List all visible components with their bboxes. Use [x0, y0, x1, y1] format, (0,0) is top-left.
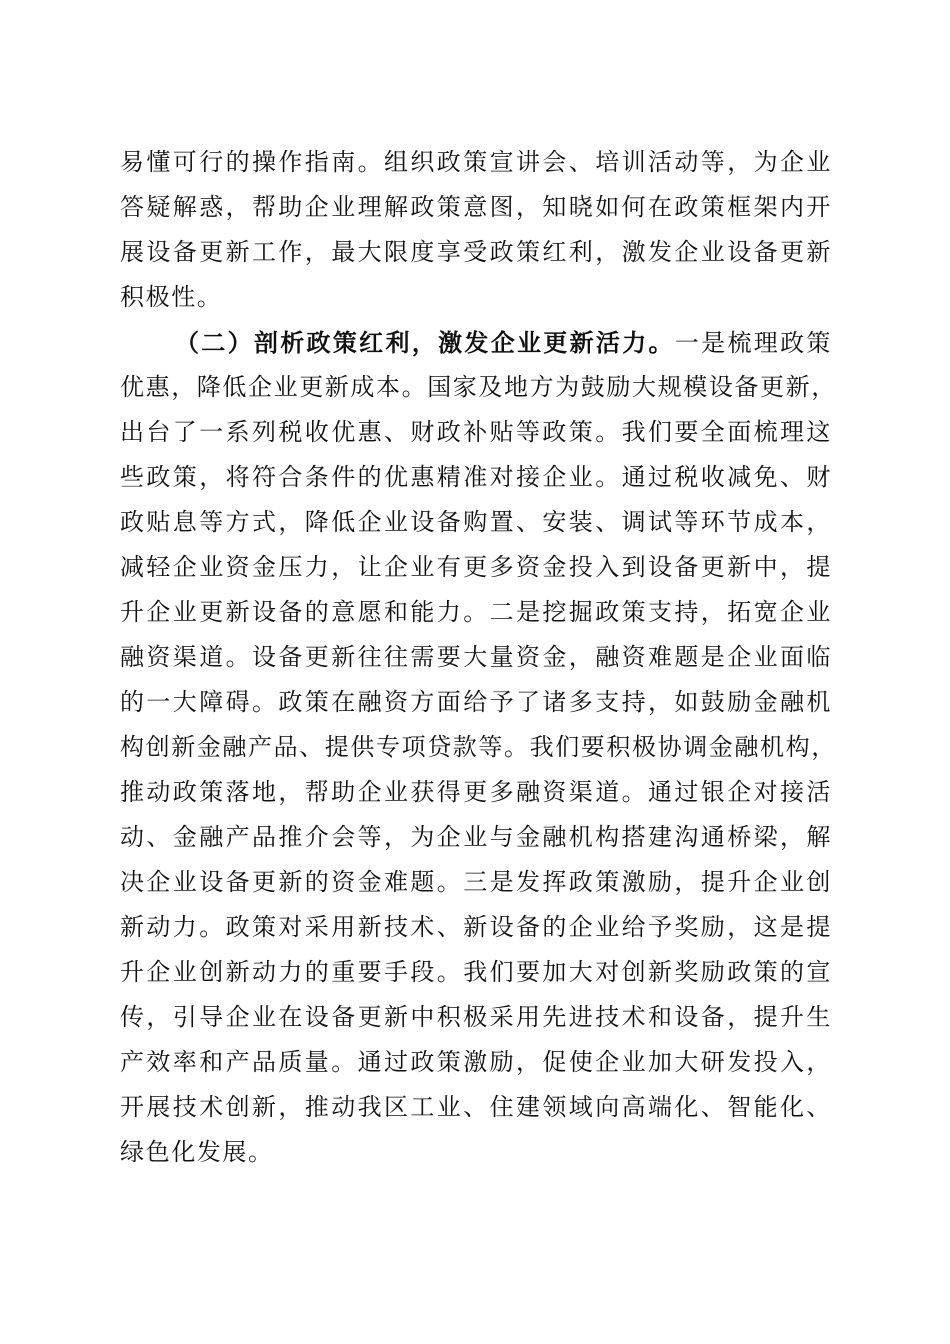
paragraph-2-line-17: 产效率和产品质量。通过政策激励，促使企业加大研发投入， — [120, 1048, 832, 1076]
paragraph-2-line-8: 融资渠道。设备更新往往需要大量资金，融资难题是企业面临 — [120, 643, 832, 671]
paragraph-2-line-11: 推动政策落地，帮助企业获得更多融资渠道。通过银企对接活 — [120, 778, 832, 806]
paragraph-2-line-14: 新动力。政策对采用新技术、新设备的企业给予奖励，这是提 — [120, 913, 832, 941]
paragraph-2-line-5: 政贴息等方式，降低企业设备购置、安装、调试等环节成本， — [120, 508, 832, 536]
paragraph-2-line-16: 传，引导企业在设备更新中积极采用先进技术和设备，提升生 — [120, 1003, 832, 1031]
paragraph-2-line-3: 出台了一系列税收优惠、财政补贴等政策。我们要全面梳理这 — [120, 418, 832, 446]
paragraph-2-first-line-rest: 一是梳理政策 — [674, 329, 832, 357]
paragraph-2-line-10: 构创新金融产品、提供专项贷款等。我们要积极协调金融机构， — [120, 733, 837, 761]
paragraph-1-line-4: 积极性。 — [120, 283, 223, 311]
paragraph-2-line-4: 些政策，将符合条件的优惠精准对接企业。通过税收减免、财 — [120, 463, 832, 491]
paragraph-1-line-2: 答疑解惑，帮助企业理解政策意图，知晓如何在政策框架内开 — [120, 193, 832, 221]
paragraph-2-line-15: 升企业创新动力的重要手段。我们要加大对创新奖励政策的宣 — [120, 958, 832, 986]
paragraph-2-line-12: 动、金融产品推介会等，为企业与金融机构搭建沟通桥梁，解 — [120, 823, 832, 851]
paragraph-2-line-1 — [120, 320, 832, 365]
paragraph-2-line-19: 绿色化发展。 — [120, 1138, 274, 1166]
paragraph-2-line-7: 升企业更新设备的意愿和能力。二是挖掘政策支持，拓宽企业 — [120, 598, 832, 626]
paragraph-2-line-2: 优惠，降低企业更新成本。国家及地方为鼓励大规模设备更新， — [120, 373, 837, 401]
paragraph-2-line-18: 开展技术创新，推动我区工业、住建领域向高端化、智能化、 — [120, 1093, 832, 1121]
section-heading: （二）剖析政策红利，激发企业更新活力。 — [175, 328, 675, 357]
paragraph-2-line-9: 的一大障碍。政策在融资方面给予了诸多支持，如鼓励金融机 — [120, 688, 832, 716]
paragraph-2-line-6: 减轻企业资金压力，让企业有更多资金投入到设备更新中，提 — [120, 553, 832, 581]
paragraph-2-line-13: 决企业设备更新的资金难题。三是发挥政策激励，提升企业创 — [120, 868, 832, 896]
document-body — [120, 140, 837, 1175]
paragraph-1-line-1: 易懂可行的操作指南。组织政策宣讲会、培训活动等，为企业 — [120, 148, 832, 176]
paragraph-1-line-3: 展设备更新工作，最大限度享受政策红利，激发企业设备更新 — [120, 238, 832, 266]
